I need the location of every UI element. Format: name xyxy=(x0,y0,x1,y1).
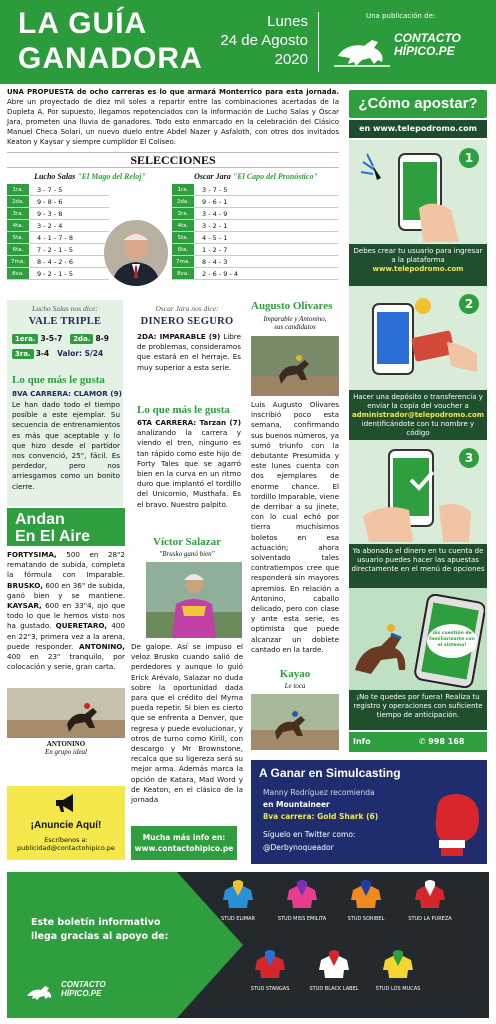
kayao-photo xyxy=(251,694,339,750)
racehorse-photo-icon xyxy=(7,688,125,738)
victor-name: Víctor Salazar xyxy=(153,536,221,548)
selection-row xyxy=(7,244,109,256)
lucho-best-title: Lo que más le gusta xyxy=(12,374,105,386)
stud-name: STUD LOS MUCAS xyxy=(375,986,421,992)
step3-text: Ya abonado el dinero en tu cuenta de usuario puedes hacer las apuestas directamente en el menú de opciones xyxy=(349,544,487,588)
workout-note: 400 en 22"3, primera vez a la arena, puede responder. xyxy=(7,621,125,651)
step2-number: 2 xyxy=(459,294,479,314)
oscar-pick-text: 2DA: IMPARABLE (9) Libre de problemas, consideramos que estará en el herraje. Es muy superior a esta serie. xyxy=(137,332,241,372)
simulcasting-line1: Manny Rodríguez recomienda xyxy=(263,788,375,797)
selections-title: SELECCIONES xyxy=(7,152,339,168)
horse-name: QUERETARO, xyxy=(55,621,108,631)
horse-logo-icon xyxy=(25,980,65,1002)
page-title: LA GUÍA GANADORA xyxy=(18,7,203,75)
jockey-photo-icon xyxy=(146,562,242,638)
stud-item xyxy=(271,878,333,922)
race-number: 3ra. xyxy=(172,208,194,219)
jockey-silk-icon xyxy=(317,948,351,980)
selection-row xyxy=(7,184,109,196)
race-picks: 9 - 3 - 8 xyxy=(37,210,63,218)
stud-name: STUD MISS EMILITA xyxy=(277,916,327,922)
jockey-silk-icon xyxy=(285,878,319,910)
race-number: 7ma. xyxy=(7,256,29,267)
telepodromo-subtitle[interactable]: en www.telepodromo.com xyxy=(349,120,487,138)
publication-label: Una publicación de: xyxy=(366,12,436,20)
race-picks: 3 - 7 - 5 xyxy=(202,186,228,194)
lucho-best-text: Le han dado todo el tiempo posible a este ejemplar. Su secuencia de entrenamientos es más que aceptable y lo que hizo desde el partidor nos convenció, 25", fácil. Es perdedor, pero nos arriesgamos como un bonito cierre. xyxy=(12,400,120,491)
kayao-name: Kayao xyxy=(279,668,311,680)
step2-text: Hacer una depósito o transferencia y enviar la copia del voucher a administrador@telepodromo.com identificándote con tu nombre y código xyxy=(349,390,487,440)
race-number: 7ma. xyxy=(172,256,194,267)
promo-image xyxy=(349,588,487,690)
selection-row xyxy=(7,196,109,208)
andan-title: Andan En El Aire xyxy=(7,508,125,546)
advertise-title: ¡Anuncie Aquí! xyxy=(30,820,102,831)
race-picks: 4 - 5 - 1 xyxy=(202,234,228,242)
jockey-silk-icon xyxy=(413,878,447,910)
how-to-bet-title: ¿Cómo apostar? xyxy=(349,90,487,118)
intro-paragraph: UNA PROPUESTA de ocho carreras es lo que armará Monterrico para esta jornada. Abre un proyectado de diez mil soles a repartir entre las combinaciones acertadas de la Dupleta A. Por supuesto, llegamos repotenciados con la información de Lucho Salas y Óscar Jara, prometen una lluvia de ganadores. Todo esto enmarcado en la celebración del Clásico Manuel Checa Solari, un nuevo duelo entre Abdel Nazer y Asfaloth, con otros dos invitados Keaton y Kaysar y siempre cumplidor El Coliseo. xyxy=(7,88,339,147)
selection-row xyxy=(172,232,338,244)
whatsapp-number[interactable]: ✆ 998 168 xyxy=(418,737,465,746)
simulcasting-line2: en Mountaineer xyxy=(263,800,330,809)
step1-panel xyxy=(349,140,487,244)
stud-item xyxy=(303,948,365,992)
race-number: 5ta. xyxy=(172,232,194,243)
race-picks: 4 - 1 - 7 - 8 xyxy=(37,234,73,242)
augusto-subtitle: Imparable y Antonino, sus candidatos xyxy=(263,315,327,331)
race-picks: 7 - 2 - 1 - 5 xyxy=(37,246,73,254)
selection-row xyxy=(7,256,109,268)
jockey-silk-icon xyxy=(221,878,255,910)
horse-name: KAYSAR, xyxy=(7,601,42,611)
more-info-box[interactable]: Mucha más info en: www.contactohipico.pe xyxy=(131,826,237,860)
race-number: 6ta. xyxy=(7,244,29,255)
lucho-salas-photo xyxy=(104,220,168,286)
advertise-box[interactable] xyxy=(7,786,125,860)
stud-name: STUD STANGAS xyxy=(250,986,290,992)
horse-name: ANTONINO, xyxy=(79,641,125,651)
left-selections-table xyxy=(7,184,109,280)
victor-text: De galope. Así se impuso el veloz Brusko cuando salió de perdedores y aunque lo guió Erick Arévalo, Salazar no duda sobre la oportunidad dada para que el crédito del Myrna pueda repetir. Si bien es cierto que se enfrenta a Denver, que regresa y puede evolucionar, y otros de turno como Kirill, con descargo y Mr Brownstone, recalca que su ligereza será su mejor arma. Además marca la opción de Katara, Mad Word y de Keaton, en el clásico de la jornada xyxy=(131,642,243,805)
jockey-silk-icon xyxy=(253,948,287,980)
race-picks: 9 - 6 - 1 xyxy=(202,198,228,206)
stud-item xyxy=(367,948,429,992)
race-picks: 3 - 2 - 4 xyxy=(37,222,63,230)
simulcasting-box xyxy=(251,760,487,864)
stud-name: STUD ELIMAR xyxy=(221,916,255,922)
race-number: 8va. xyxy=(7,268,29,279)
promo-bubble: ¡Es cuestión de familiarizarte con el sistema! xyxy=(427,624,477,658)
race-number: 2da. xyxy=(172,196,194,207)
oscar-best-title: Lo que más le gusta xyxy=(137,404,230,416)
stud-item xyxy=(239,948,301,992)
race-number: 1ra. xyxy=(172,184,194,195)
left-handicapper-header: Lucho Salas "El Mago del Reloj" xyxy=(34,172,146,181)
andan-text xyxy=(7,550,125,672)
stud-item xyxy=(207,878,269,922)
stud-item xyxy=(399,878,461,922)
race-picks: 8 - 4 - 3 xyxy=(202,258,228,266)
selection-row xyxy=(172,196,338,208)
lucho-best-race: 8VA CARRERA: CLAMOR (9) xyxy=(12,389,122,398)
person-portrait-icon xyxy=(104,220,168,286)
brand-logo-text: CONTACTO HÍPICO.PE xyxy=(394,31,461,58)
race-picks: 3 - 7 - 5 xyxy=(37,186,63,194)
right-handicapper-header: Oscar Jara "El Capo del Pronóstico" xyxy=(194,172,318,181)
lucho-says: Lucho Salas nos dice: xyxy=(31,304,99,313)
simulcasting-pick: 8va carrera: Gold Shark (6) xyxy=(263,812,379,821)
selection-row xyxy=(7,232,109,244)
antonino-caption: ANTONINO En grupo ideal xyxy=(45,740,87,756)
simulcasting-follow[interactable]: Síguelo en Twitter como: @Derbynoqueador xyxy=(263,830,356,852)
lucho-triple-picks: 1era. 3-5-7 2da. 8-9 3ra. 3-4 Valor: S/24 xyxy=(12,334,124,359)
footer-brand: CONTACTO HÍPICO.PE xyxy=(61,980,106,998)
simulcasting-title: A Ganar en Simulcasting xyxy=(259,766,401,780)
step3-panel xyxy=(349,440,487,544)
footer-text: Este boletín informativo llega gracias al apoyo de: xyxy=(31,917,169,942)
megaphone-icon xyxy=(53,792,79,814)
selection-row xyxy=(172,244,338,256)
oscar-says: Oscar Jara nos dice: xyxy=(155,304,219,313)
race-number: 8va. xyxy=(172,268,194,279)
victor-jockey-photo xyxy=(146,562,242,638)
race-number: 4ta. xyxy=(172,220,194,231)
whatsapp-label: Info xyxy=(353,737,371,746)
race-number: 1ra. xyxy=(7,184,29,195)
selection-row xyxy=(7,220,109,232)
selection-row xyxy=(172,256,338,268)
workout-note: 600 en 33"4, ojo que todo lo que le hemos visto nos ha gustado. xyxy=(7,601,125,631)
race-number: 3ra. xyxy=(7,208,29,219)
augusto-race-photo xyxy=(251,336,339,396)
race-picks: 9 - 8 - 6 xyxy=(37,198,63,206)
augusto-name: Augusto Olivares xyxy=(251,300,333,312)
whatsapp-bar[interactable] xyxy=(349,732,487,752)
lucho-pick-title: VALE TRIPLE xyxy=(28,316,102,327)
jockey-silk-icon xyxy=(349,878,383,910)
selection-row xyxy=(7,268,109,280)
workout-note: 500 en 28"2 rematando de subida, completa la fórmula con Imparable. xyxy=(7,550,125,580)
workout-note: 600 en 36" de subida, ganó bien y se mantiene. xyxy=(7,580,125,600)
race-number: 5ta. xyxy=(7,232,29,243)
augusto-text: Luis Augusto Olivares inscribió poco esta semana, confirmando sus buenos números, ya sumó triunfo con la debutante Presumida y este lunes cuenta con dos ejemplares de enorme chance. El tordillo Imparable, viene de derribar a su jinete, con lo cual echó por tierra muchísimos boletos en esa actuación; ahora solventado tales contratiempos cree que responderá sin mayores apremios. En relación a Antonino, caballo delicado, pero con clase y ante esta serie, es optimista que puede alcanzar un doblete cantado en la tarde. xyxy=(251,400,339,654)
race-number: 2da. xyxy=(7,196,29,207)
warning-text: ¡No te quedes por fuera! Realiza tu registro y operaciones con suficiente tiempo de anticipación. xyxy=(349,690,487,730)
race-number: 4ta. xyxy=(7,220,29,231)
racehorse-photo-icon xyxy=(251,694,339,750)
victor-quote: "Brusko ganó bien" xyxy=(159,550,215,558)
step3-number: 3 xyxy=(459,448,479,468)
header-banner xyxy=(0,0,496,84)
step2-panel xyxy=(349,286,487,390)
sponsors-footer xyxy=(7,872,489,1018)
race-picks: 9 - 2 - 1 - 5 xyxy=(37,270,73,278)
selection-row xyxy=(172,184,338,196)
header-divider xyxy=(318,12,319,72)
horse-name: FORTYSIMA, xyxy=(7,550,57,559)
stud-item xyxy=(335,878,397,922)
workout-note: 400 en 23" tranquilo, por colocación y serie, gran carta. xyxy=(7,652,125,672)
horse-name: BRUSKO, xyxy=(7,580,43,590)
right-selections-table xyxy=(172,184,338,280)
stud-name: STUD SORIBEL xyxy=(347,916,385,922)
stud-name: STUD BLACK LABEL xyxy=(309,986,359,992)
oscar-pick-title: DINERO SEGURO xyxy=(140,316,234,327)
selection-row xyxy=(172,268,338,280)
race-picks: 3 - 4 - 9 xyxy=(202,210,228,218)
race-number: 6ta. xyxy=(172,244,194,255)
race-picks: 2 - 6 - 9 - 4 xyxy=(202,270,238,278)
whatsapp-icon: ✆ xyxy=(418,737,426,746)
boxing-glove-icon xyxy=(427,790,483,860)
selection-row xyxy=(7,208,109,220)
step1-text: Debes crear tu usuario para ingresar a la plataforma www.telepodromo.com xyxy=(349,244,487,286)
antonino-photo xyxy=(7,688,125,738)
selection-row xyxy=(172,220,338,232)
racehorse-photo-icon xyxy=(251,336,339,396)
issue-date: Lunes 24 de Agosto 2020 xyxy=(220,13,308,68)
advertise-contact[interactable]: Escríbenos a: publicidad@contactohipico.pe xyxy=(17,836,115,852)
oscar-best-text: 6TA CARRERA: Tarzan (7) analizando la carrera y viendo el tren, ninguno es tan rápido como este hijo de Forty Tales que se agarró bien en la curva en un ritmo duro que implantó el tordillo del Unicornio, Musthafa. Es el bravo. Nuestro palpito. xyxy=(137,418,241,509)
race-picks: 1 - 2 - 7 xyxy=(202,246,228,254)
step1-number: 1 xyxy=(459,148,479,168)
kayao-subtitle: Le toca xyxy=(284,682,306,690)
selection-row xyxy=(172,208,338,220)
jockey-silk-icon xyxy=(381,948,415,980)
race-picks: 3 - 2 - 1 xyxy=(202,222,228,230)
race-picks: 8 - 4 - 2 - 6 xyxy=(37,258,73,266)
stud-name: STUD LA PUREZA xyxy=(408,916,452,922)
